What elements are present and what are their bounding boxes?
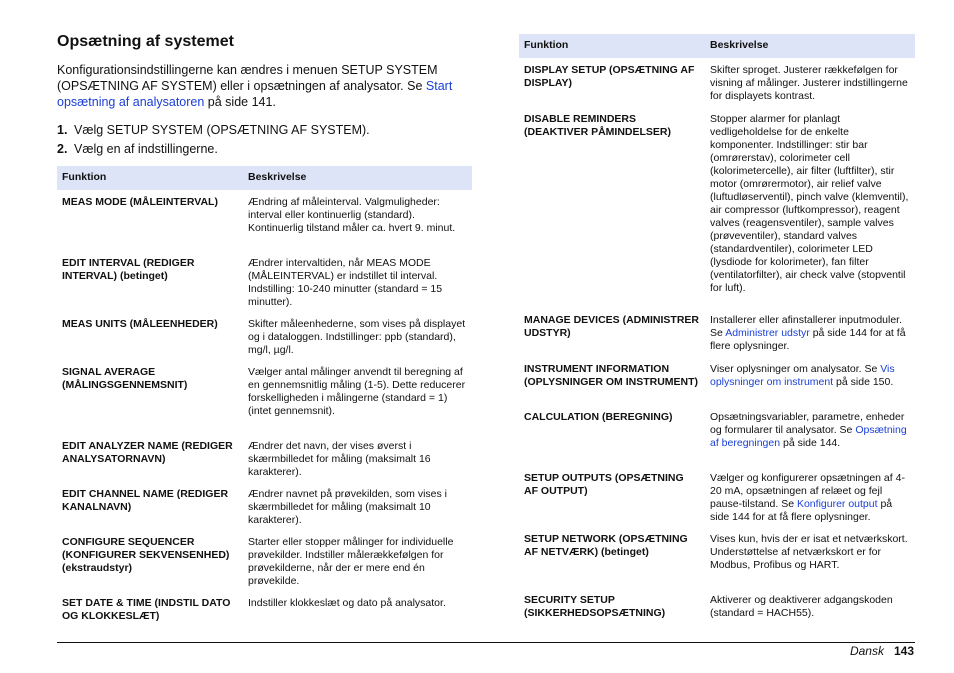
function-description: [705, 308, 915, 357]
function-description: Ændrer intervaltiden, når MEAS MODE (MÅLEINTERVAL) er indstillet til interval. Indstilling: 10-240 minutter (standard = 15 minutter).: [248, 257, 443, 308]
description-tail: på side 144 for at få flere oplysninger.: [710, 327, 906, 352]
header-funktion: Funktion: [519, 34, 705, 58]
start-setup-link[interactable]: Start opsætning af analysatoren: [57, 79, 453, 109]
function-description: Stopper alarmer for planlagt vedligeholdelse for de enkelte komponenter. Indstillinger: stir bar (omrørerstav), colorimeter cell (kolorimetercelle), air filter (luftfilter), stir motor (omrørermotor), air relief valve (luftudløserventil), pinch valve (klemventil), air compressor (luftkompressor), reagent valves (reagensventiler), sample valves (prøveventiler), standard valves (standardventiler), colorimeter LED (lysdiode for kolorimeter), fan filter (ventilatorfilter), air check valve (stopventil for luft).: [710, 113, 909, 294]
function-description: Ændring af måleinterval. Valgmuligheder: interval eller kontinuerlig (standard). Kontinuerlig tilstand måler ca. hvert 9. minut.: [248, 196, 456, 234]
table-row: [519, 357, 915, 405]
left-function-table: [57, 166, 472, 623]
step-number: 1.: [57, 123, 68, 137]
left-column: [57, 32, 472, 623]
function-description: Vælger antal målinger anvendt til beregning af en gennemsnitlig måling (1-5). Dette reducerer forskelligheden i målingerne (standard = 1) (intet gennemsnit).: [248, 366, 466, 417]
page-footer: [850, 644, 914, 658]
step-number: 2.: [57, 142, 68, 156]
table-row: [57, 482, 472, 530]
function-name: EDIT CHANNEL NAME (REDIGER KANALNAVN): [62, 488, 229, 513]
table-row: [57, 530, 472, 591]
calculation-setup-link[interactable]: Opsætning af beregningen: [710, 424, 907, 449]
intro-tail: på side 141.: [204, 95, 276, 109]
function-name: MEAS MODE (MÅLEINTERVAL): [62, 196, 218, 208]
step-item: [57, 122, 472, 138]
function-name: CALCULATION (BEREGNING): [524, 411, 673, 423]
header-beskrivelse: Beskrivelse: [705, 34, 915, 58]
function-description: Starter eller stopper målinger for individuelle prøvekilder. Indstiller målerækkefølgen for prøvekilderne, når der er mere end én prøvekilde.: [248, 536, 454, 587]
section-title: Opsætning af systemet: [57, 33, 234, 50]
function-description: Vises kun, hvis der er isat et netværkskort. Understøttelse af netværkskort er for Modbus, Profibus og HART.: [710, 533, 908, 571]
function-name: SET DATE & TIME (INDSTIL DATO OG KLOKKESLÆT): [62, 597, 231, 622]
function-description: Ændrer det navn, der vises øverst i skærmbilledet for måling (maksimalt 16 karakterer).: [248, 440, 431, 478]
function-name: SETUP NETWORK (OPSÆTNING AF NETVÆRK) (betinget): [524, 533, 688, 558]
function-name: DISABLE REMINDERS (DEAKTIVER PÅMINDELSER): [524, 113, 672, 138]
function-description: Skifter måleenhederne, som vises på displayet og i dataloggen. Indstillinger: ppb (standard), mg/l, µg/l.: [248, 318, 466, 356]
step-text: Vælg en af indstillingerne.: [74, 142, 218, 156]
function-name: SETUP OUTPUTS (OPSÆTNING AF OUTPUT): [524, 472, 684, 497]
configure-output-link[interactable]: Konfigurer output: [796, 498, 878, 510]
function-description: [705, 405, 915, 466]
function-name: INSTRUMENT INFORMATION (OPLYSNINGER OM INSTRUMENT): [524, 363, 699, 388]
table-row: [57, 190, 472, 251]
manage-devices-link[interactable]: Administrer udstyr: [725, 327, 810, 339]
step-item: [57, 141, 472, 157]
function-description: [705, 357, 915, 405]
description-tail: på side 150.: [833, 376, 894, 388]
table-row: [57, 251, 472, 312]
page-number: 143: [893, 644, 914, 658]
description-text: Viser oplysninger om analysator. Se: [710, 363, 881, 375]
description-text: Opsætningsvariabler, parametre, enheder og formularer til analysator. Se: [710, 411, 905, 436]
table-header-row: [519, 34, 915, 58]
table-row: [519, 308, 915, 357]
function-name: CONFIGURE SEQUENCER (KONFIGURER SEKVENSENHED) (ekstraudstyr): [62, 536, 230, 574]
right-column: [519, 34, 915, 620]
description-tail: på side 144 for at få flere oplysninger.: [710, 498, 893, 523]
function-description: Ændrer navnet på prøvekilden, som vises i skærmbilledet for måling (maksimalt 10 karakterer).: [248, 488, 448, 526]
step-text: Vælg SETUP SYSTEM (OPSÆTNING AF SYSTEM).: [74, 123, 370, 137]
instrument-info-link[interactable]: Vis oplysninger om instrument: [710, 363, 895, 388]
table-row: [519, 466, 915, 527]
table-row: [519, 405, 915, 466]
function-description: Aktiverer og deaktiverer adgangskoden (standard = HACH55).: [710, 594, 893, 619]
table-row: [519, 58, 915, 107]
function-name: SECURITY SETUP (SIKKERHEDSOPSÆTNING): [524, 594, 666, 619]
table-row: [519, 527, 915, 588]
table-row: [57, 434, 472, 482]
table-row: [57, 591, 472, 623]
table-row: [57, 312, 472, 360]
footer-divider: [57, 642, 915, 643]
intro-paragraph: [57, 62, 472, 110]
function-name: EDIT ANALYZER NAME (REDIGER ANALYSATORNAVN): [62, 440, 233, 465]
table-header-row: [57, 166, 472, 190]
description-text: Installerer eller afinstallerer inputmoduler. Se: [710, 314, 903, 339]
function-name: SIGNAL AVERAGE (MÅLINGSGENNEMSNIT): [62, 366, 188, 391]
header-beskrivelse: Beskrivelse: [243, 166, 472, 190]
right-function-table: [519, 34, 915, 620]
table-row: [519, 107, 915, 308]
function-description: Skifter sproget. Justerer rækkefølgen for visning af målinger. Justerer indstillingerne for displayets kontrast.: [710, 64, 908, 102]
description-tail: på side 144.: [780, 437, 841, 449]
function-name: EDIT INTERVAL (REDIGER INTERVAL) (betinget): [62, 257, 195, 282]
function-description: [705, 466, 915, 527]
intro-text: Konfigurationsindstillingerne kan ændres i menuen SETUP SYSTEM (OPSÆTNING AF SYSTEM) eller i opsætningen af analysator. Se: [57, 63, 438, 93]
function-name: MEAS UNITS (MÅLEENHEDER): [62, 318, 218, 330]
function-name: MANAGE DEVICES (ADMINISTRER UDSTYR): [524, 314, 700, 339]
header-funktion: Funktion: [57, 166, 243, 190]
steps-list: [57, 122, 472, 157]
footer-language: Dansk: [849, 644, 884, 658]
table-row: [57, 360, 472, 434]
table-row: [519, 588, 915, 620]
function-description: Indstiller klokkeslæt og dato på analysator.: [248, 597, 446, 609]
function-name: DISPLAY SETUP (OPSÆTNING AF DISPLAY): [524, 64, 695, 89]
description-text: Vælger og konfigurerer opsætningen af 4-20 mA, opsætningen af relæet og fejl pause-tilstand. Se: [710, 472, 905, 510]
